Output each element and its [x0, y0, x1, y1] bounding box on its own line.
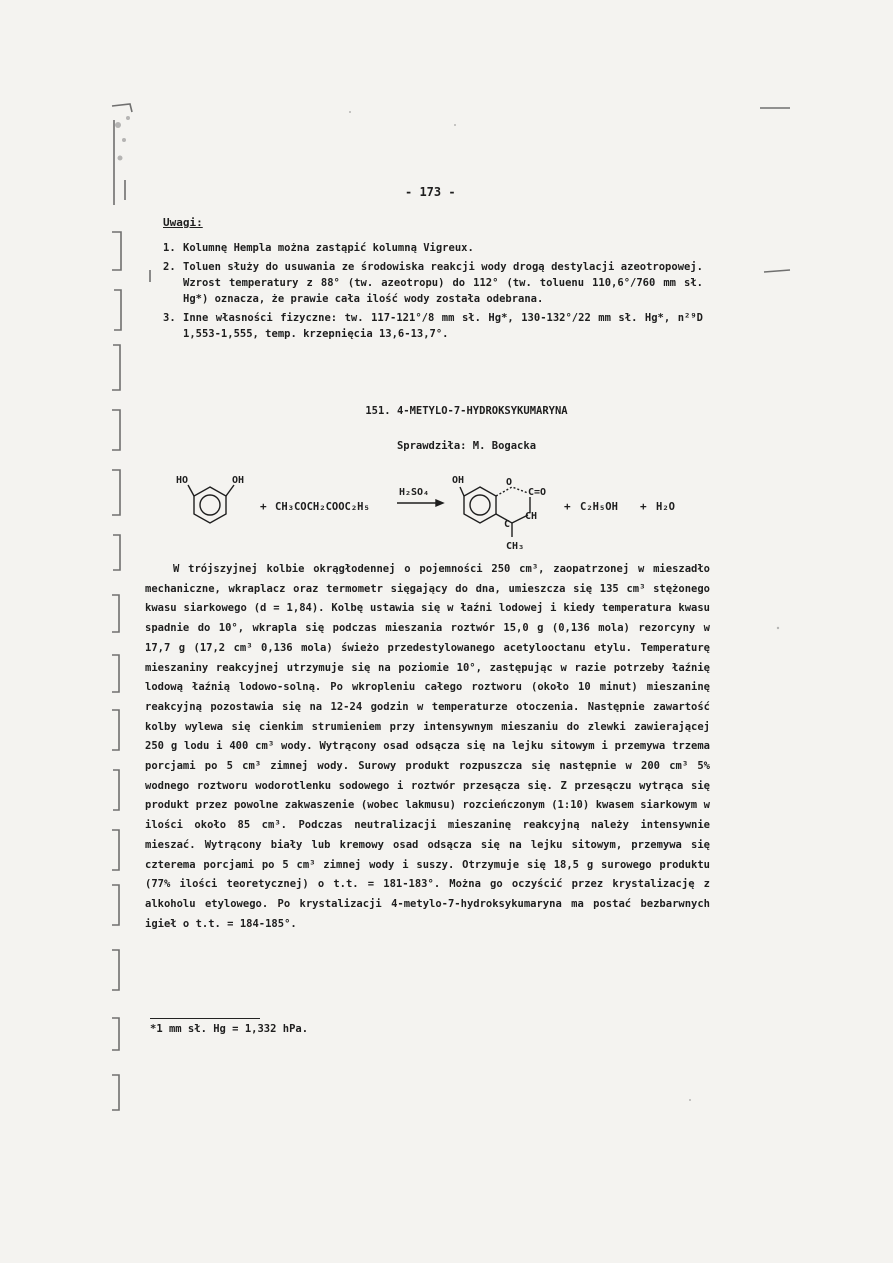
note-number: 3. [163, 312, 176, 324]
product-oh-label: OH [452, 475, 465, 486]
reaction-scheme [170, 465, 710, 555]
reagent-label: CH₃COCH₂COOC₂H₅ [275, 501, 370, 513]
plus-sign: + [564, 500, 571, 513]
reactant-oh-label: OH [232, 475, 245, 486]
note-item [163, 259, 703, 307]
resorcinol-structure [188, 485, 234, 523]
coumarin-structure [460, 487, 530, 537]
note-text: Inne własności fizyczne: tw. 117-121°/8 mm sł. Hg*, 130-132°/22 mm sł. Hg*, n²⁹D 1,553-1,555, temp. krzepnięcia 13,6-13,7°. [183, 312, 703, 340]
product-c-label: C [504, 519, 511, 530]
checked-by: Sprawdziła: M. Bogacka [396, 440, 537, 452]
plus-sign: + [640, 500, 647, 513]
product-ch3-label: CH₃ [506, 541, 525, 552]
procedure-text [145, 560, 710, 934]
note-text: Toluen służy do usuwania ze środowiska reakcji wody drogą destylacji azeotropowej. Wzrost temperatury z 88° (tw. azeotropu) do 112° (tw. toluenu 110,6°/760 mm sł. Hg*) oznacza, że prawie cała ilość wody została odebrana. [183, 261, 703, 305]
page-number: - 173 - [405, 185, 456, 199]
notes-list [163, 240, 703, 345]
byproduct-ethanol: C₂H₅OH [580, 501, 618, 513]
notes-heading: Uwagi: [163, 216, 203, 229]
section-title: 151. 4-METYLO-7-HYDROKSYKUMARYNA [365, 405, 568, 417]
note-number: 1. [163, 242, 176, 254]
byproduct-water: H₂O [656, 501, 675, 513]
reactant-ho-label: HO [176, 475, 189, 486]
plus-sign: + [260, 500, 267, 513]
footnote: *1 mm sł. Hg = 1,332 hPa. [150, 1023, 309, 1035]
note-text: Kolumnę Hempla można zastąpić kolumną Vigreux. [183, 242, 474, 254]
note-item [163, 310, 703, 342]
footnote-rule [150, 1018, 260, 1019]
note-item [163, 240, 703, 256]
note-number: 2. [163, 261, 176, 273]
product-co-label: C=O [528, 487, 547, 498]
reaction-arrow [397, 500, 443, 506]
procedure-paragraph: W trójszyjnej kolbie okrągłodennej o pojemności 250 cm³, zaopatrzonej w mieszadło mechaniczne, wkraplacz oraz termometr sięgający do dna, umieszcza się 135 cm³ stężonego kwasu siarkowego (d = 1,84). Kolbę ustawia się w łaźni lodowej i kiedy temperatura kwasu spadnie do 10°, wkrapla się podczas mieszania roztwór 15,0 g (0,136 mola) rezorcyny w 17,7 g (17,2 cm³ 0,136 mola) świeżo przedestylowanego acetylooctanu etylu. Temperaturę mieszaniny reakcyjnej utrzymuje się na poziomie 10°, zastępując w razie potrzeby łaźnię lodową łaźnią lodowo-solną. Po wkropleniu całego roztworu (około 10 minut) mieszaninę reakcyjną pozostawia się na 12-24 godzin w temperaturze otoczenia. Następnie zawartość kolby wylewa się cienkim strumieniem przy intensywnym mieszaniu do zlewki zawierającej 250 g lodu i 400 cm³ wody. Wytrącony osad odsącza się na lejku sitowym i przemywa trzema porcjami po 5 cm³ zimnej wody. Surowy produkt rozpuszcza się następnie w 200 cm³ 5% wodnego roztworu wodorotlenku sodowego i roztwór przesącza się. Z przesączu wytrąca się produkt przez powolne zakwaszenie (wobec lakmusu) rozcieńczonym (1:10) kwasem siarkowym w ilości około 85 cm³. Podczas neutralizacji mieszaninę reakcyjną należy intensywnie mieszać. Wytrącony biały lub kremowy osad odsącza się na lejku sitowym, przemywa się czterema porcjami po 5 cm³ zimnej wody i suszy. Otrzymuje się 18,5 g surowego produktu (77% ilości teoretycznej) o t.t. = 181-183°. Można go oczyścić przez krystalizację z alkoholu etylowego. Po krystalizacji 4-metylo-7-hydroksykumaryna ma postać bezbarwnych igieł o t.t. = 184-185°. [145, 563, 710, 930]
product-o-label: O [506, 477, 513, 488]
catalyst-label: H₂SO₄ [399, 487, 430, 498]
product-ch-label: CH [525, 511, 538, 522]
